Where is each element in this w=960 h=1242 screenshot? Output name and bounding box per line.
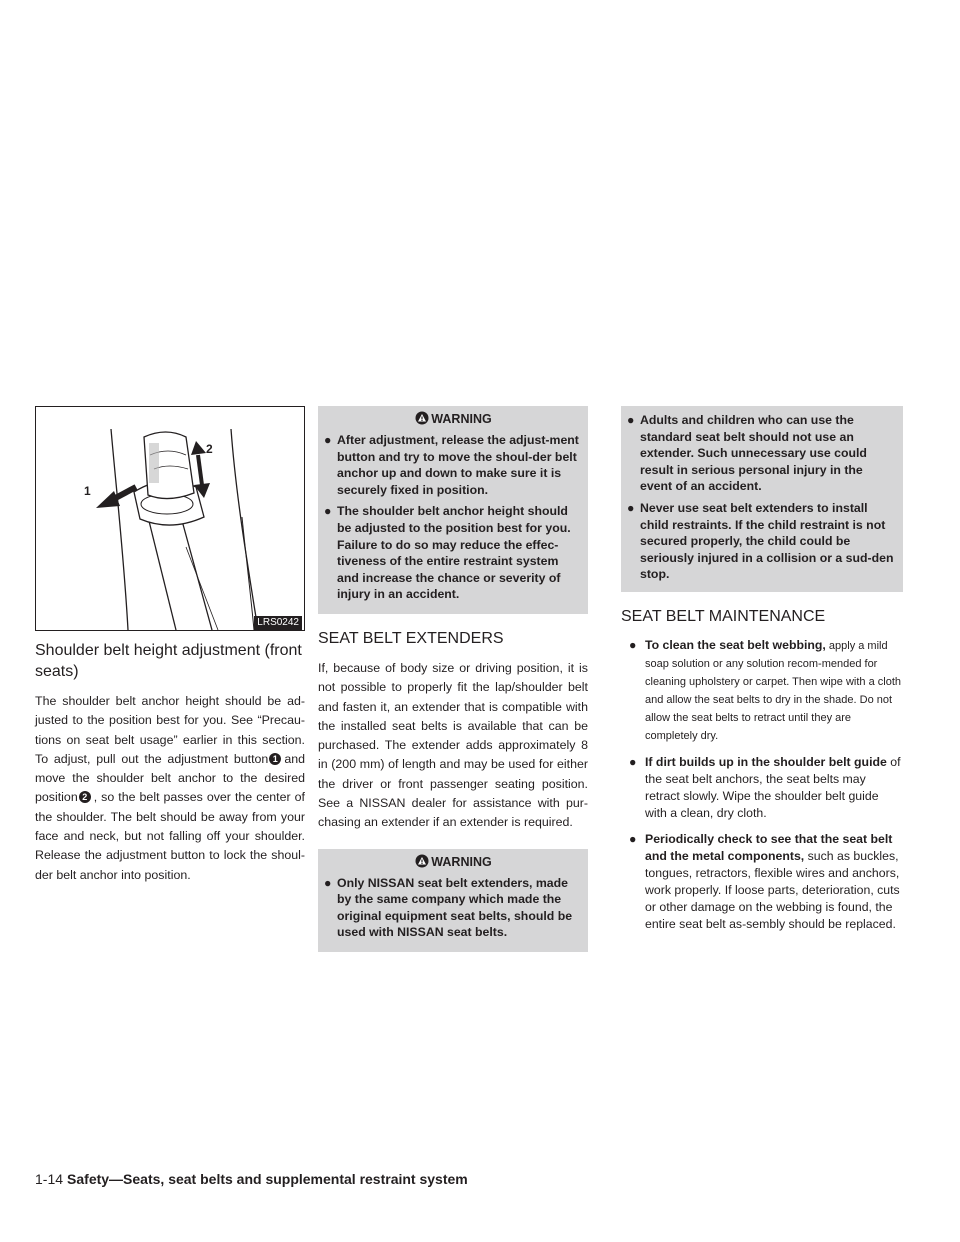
warning-icon	[415, 854, 429, 868]
svg-text:1: 1	[84, 484, 91, 498]
warning-header: WARNING	[324, 849, 583, 875]
belt-anchor-drawing	[36, 407, 304, 630]
warning-item: ● After adjustment, release the adjust-ment button and try to move the shoul-der belt anchor up and down to make sure it is securely fixed in position.	[324, 433, 579, 497]
warning-item: ● Never use seat belt extenders to install child restraints. If the child restraint is not secured properly, the child could be seriously injured in a collision or a sud-den stop.	[627, 500, 894, 582]
page-number: 1-14	[35, 1171, 64, 1187]
section-heading: Shoulder belt height adjustment (front seats)	[35, 642, 302, 680]
middle-column	[318, 406, 588, 952]
section-heading: SEAT BELT EXTENDERS	[318, 629, 504, 647]
maintenance-item: ● If dirt builds up in the shoulder belt guide of the seat belt anchors, the seat belts may retract slowly. Wipe the shoulder belt guide with a clean, dry cloth.	[629, 754, 901, 820]
svg-text:2: 2	[206, 442, 213, 456]
warning-icon	[415, 411, 429, 425]
warning-box-continued	[621, 406, 903, 592]
left-column	[35, 406, 305, 885]
callout-2-icon: 2	[79, 791, 91, 803]
section-heading: SEAT BELT MAINTENANCE	[621, 607, 826, 625]
warning-box	[318, 406, 588, 614]
warning-item: ● The shoulder belt anchor height should be adjusted to the position best for you. Failure to do so may reduce the effec-tiveness of the entire restraint system and increase the chance or severity of injury in an accident.	[324, 504, 571, 602]
adjustment-paragraph: The shoulder belt anchor height should be ad-justed to the position best for you. See “Precau-tions on seat belt usage” earlier in this section. To adjust, pull out the adjustment button 1 and move the shoulder belt anchor to the desired position 2 , so the belt passes over the center of the shoulder. The belt should be away from your face and neck, but not falling off your shoulder. Release the adjustment button to lock the shoul-der belt anchor into position.	[35, 694, 305, 882]
warning-item: ● Only NISSAN seat belt extenders, made by the same company which made the original equipment seat belts, should be used with NISSAN seat belts.	[324, 875, 573, 940]
maintenance-item: ● Periodically check to see that the seat belt and the metal components, such as buckles, tongues, retractors, flexible wires and anchors, work properly. If loose parts, deterioration, cuts or other damage on the webbing is found, the entire seat belt as-sembly should be replaced.	[629, 831, 900, 931]
maintenance-item: ● To clean the seat belt webbing, apply a mild soap solution or any solution recom-mended for cleaning upholstery or carpet. Then wipe with a cloth and allow the seat belts to dry in the shade. Do not allow the seat belts to retract until they are completely dry.	[629, 637, 901, 742]
warning-item: ● Adults and children who can use the standard seat belt should not use an extender. Such unnecessary use could result in serious personal injury in the event of an accident.	[627, 413, 867, 494]
extenders-paragraph: If, because of body size or driving position, it is not possible to properly fit the lap/shoulder belt and fasten it, an extender that is compatible with the installed seat belts is available that can be purchased. The extender adds approximately 8 in (200 mm) of length and may be used for either the driver or front passenger seating position. See a NISSAN dealer for assistance with pur-chasing an extender if an extender is required.	[318, 660, 588, 830]
right-column	[621, 406, 903, 942]
page-footer	[35, 1171, 468, 1187]
warning-header: WARNING	[324, 406, 583, 432]
callout-1-icon: 1	[269, 753, 281, 765]
chapter-title: Safety—Seats, seat belts and supplemental restraint system	[67, 1171, 468, 1187]
warning-box	[318, 849, 588, 952]
figure-code: LRS0242	[254, 616, 302, 630]
shoulder-belt-illustration	[35, 406, 305, 631]
